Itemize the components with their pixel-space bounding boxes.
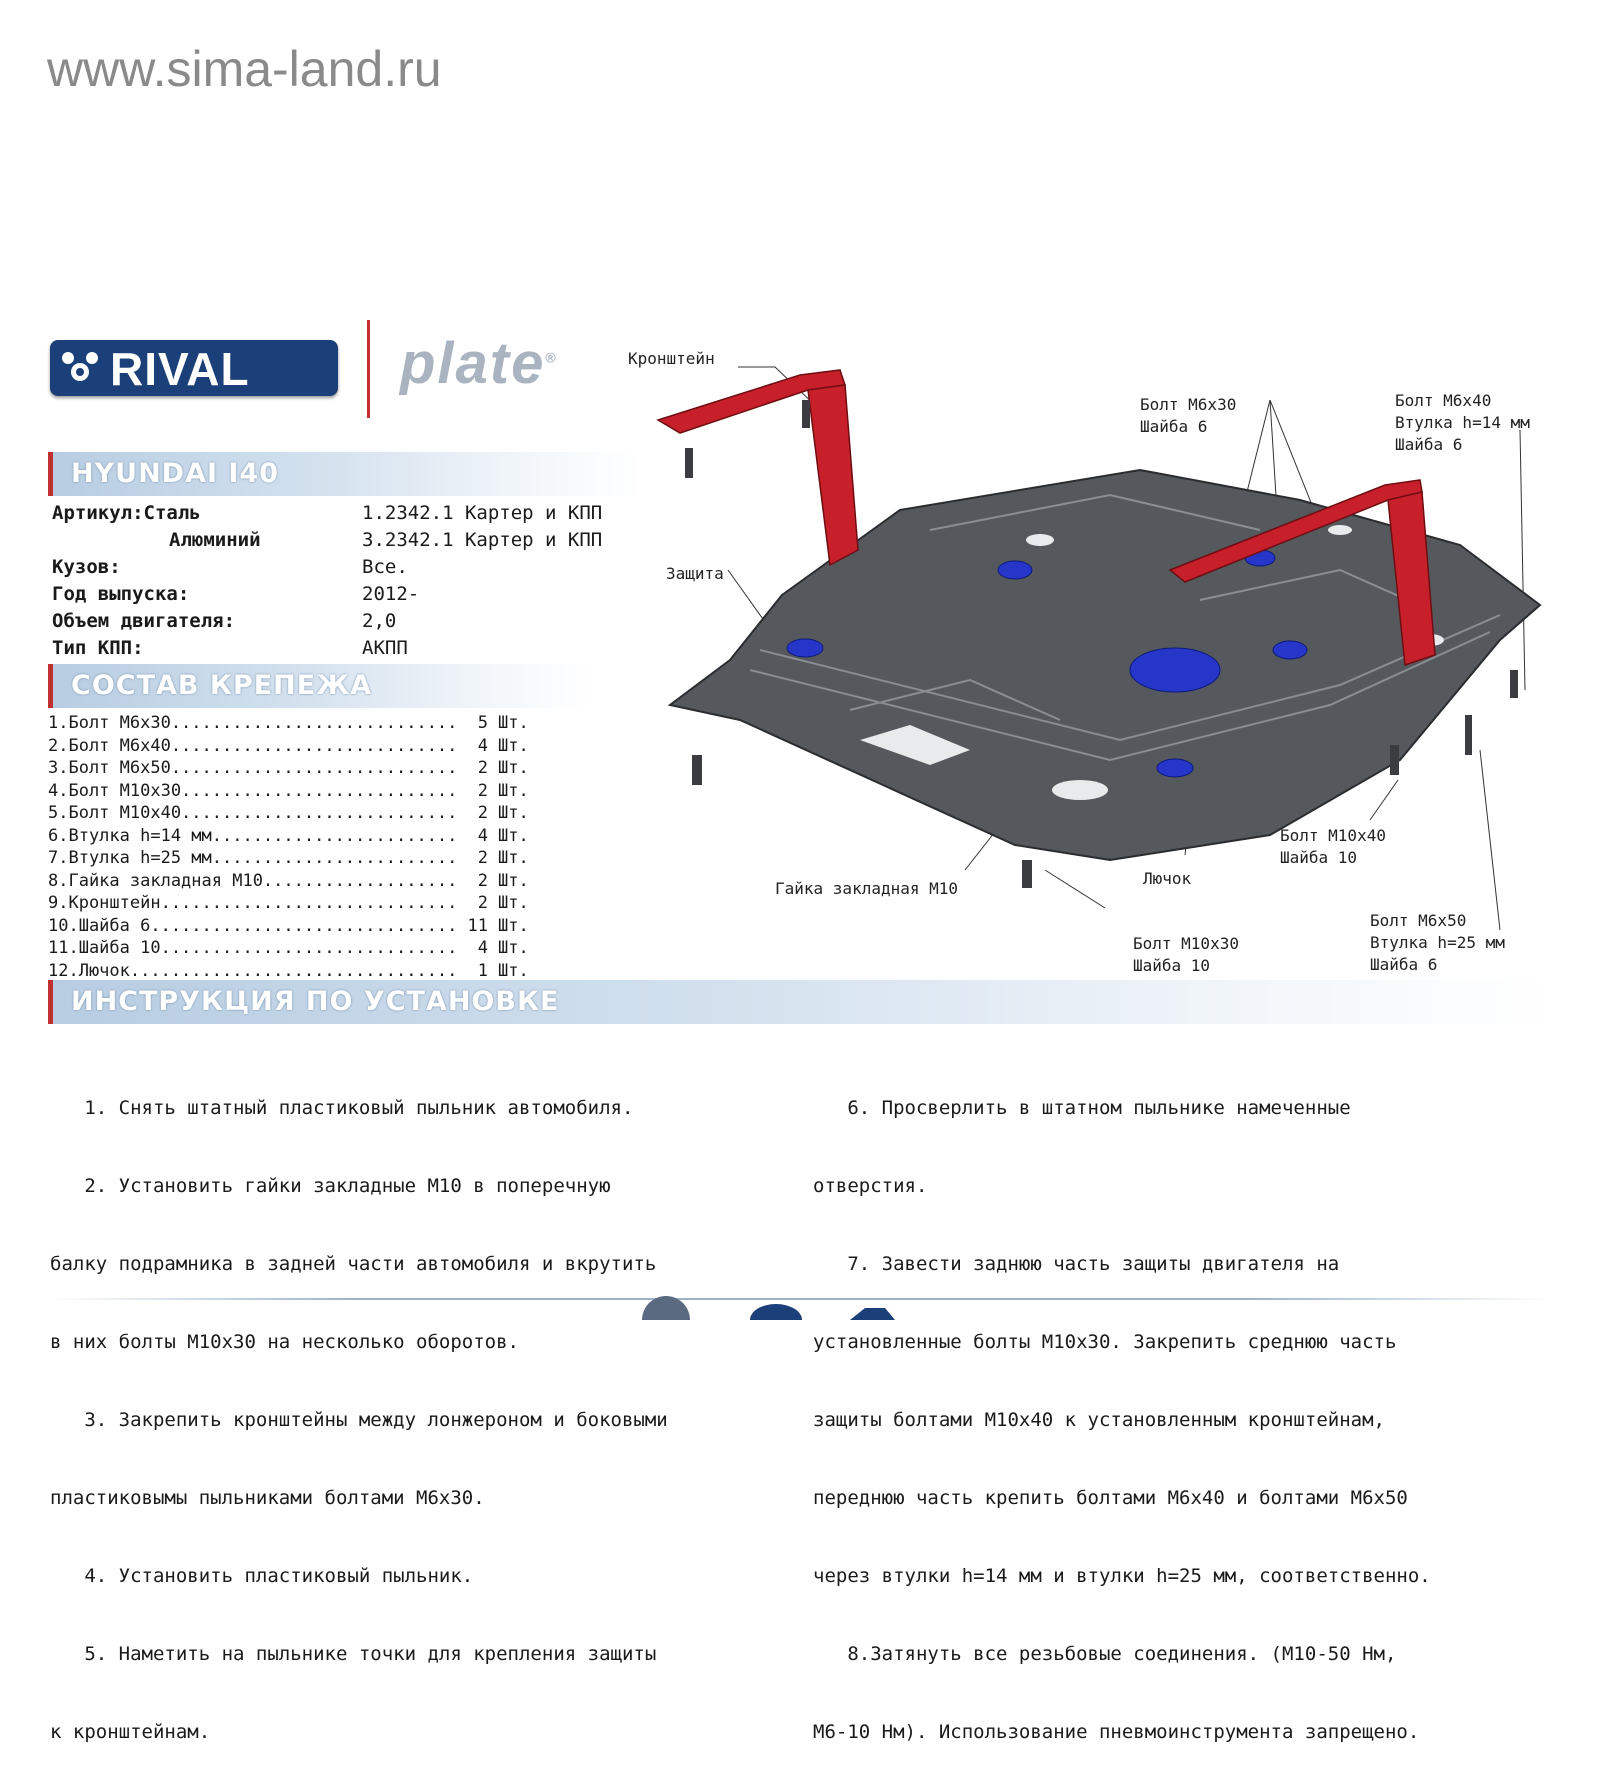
instruction-line: 6. Просверлить в штатном пыльнике намеченные [813, 1097, 1351, 1119]
part-label: 5.Болт М10х40........................... [48, 803, 458, 823]
label-bolt-m6x40: Болт М6х40 Втулка h=14 мм Шайба 6 [1395, 391, 1530, 454]
list-item [48, 960, 528, 983]
list-item [48, 870, 528, 893]
part-unit: Шт. [498, 713, 529, 733]
part-qty: 11 [467, 915, 488, 936]
instruction-line: через втулки h=14 мм и втулки h=25 мм, соответственно. [813, 1565, 1431, 1587]
plate-logo-text: plate [400, 331, 546, 396]
list-item [48, 802, 528, 825]
part-unit: Шт. [498, 960, 529, 981]
hatch-cover [1130, 648, 1220, 692]
part-qty: 4 [477, 735, 488, 756]
part-qty: 2 [477, 893, 488, 913]
instruction-line: 2. Установить гайки закладные М10 в поперечную [50, 1175, 611, 1197]
part-qty: 1 [477, 960, 488, 981]
label-bolt-m6x50: Болт М6х50 Втулка h=25 мм Шайба 6 [1370, 911, 1505, 974]
list-item [48, 780, 528, 803]
list-item [48, 892, 528, 915]
part-qty: 2 [477, 780, 488, 801]
instruction-line: 3. Закрепить кронштейны между лонжероном и боковыми [50, 1409, 668, 1431]
fasteners-list [48, 712, 528, 982]
spec-label: Артикул:Сталь [52, 502, 201, 524]
instructions-title: ИНСТРУКЦИЯ ПО УСТАНОВКЕ [71, 986, 560, 1017]
part-label: 4.Болт М10х30........................... [48, 780, 458, 801]
part-label: 7.Втулка h=25 мм........................ [48, 848, 458, 868]
label-nut-m10: Гайка закладная М10 [775, 879, 959, 898]
part-unit: Шт. [498, 780, 529, 801]
part-unit: Шт. [498, 915, 529, 936]
instructions-band [48, 980, 1553, 1024]
instruction-line: защиты болтами М10х40 к установленным кронштейнам, [813, 1409, 1385, 1431]
instruction-line: 4. Установить пластиковый пыльник. [50, 1565, 474, 1587]
part-unit: Шт. [498, 938, 529, 958]
label-bracket [628, 349, 715, 368]
instruction-line: 5. Наметить на пыльнике точки для крепления защиты [50, 1643, 657, 1665]
part-label: 12.Лючок................................ [48, 960, 458, 981]
part-unit: Шт. [498, 825, 529, 846]
bottom-divider [50, 1298, 1550, 1300]
part-unit: Шт. [498, 803, 529, 823]
spec-value: 2,0 [362, 610, 397, 632]
footer-logo-mark [750, 1304, 802, 1320]
list-item [48, 825, 528, 848]
list-item [48, 915, 528, 938]
watermark-url: www.sima-land.ru [47, 41, 442, 97]
spec-value: АКПП [362, 637, 408, 659]
label-bolt-m10x40: Болт М10х40 Шайба 10 [1280, 826, 1386, 867]
spec-label: Алюминий [169, 529, 261, 551]
spec-label: Год выпуска: [52, 583, 190, 605]
model-band [48, 452, 643, 496]
list-item [48, 712, 528, 735]
instruction-line: пластиковымы пыльниками болтами М6х30. [50, 1487, 485, 1509]
part-label: 10.Шайба 6.............................. [48, 915, 458, 936]
instruction-line: 1. Снять штатный пластиковый пыльник автомобиля. [50, 1097, 634, 1119]
part-unit: Шт. [498, 848, 529, 868]
part-label: 9.Кронштейн............................. [48, 893, 458, 913]
part-label: 11.Шайба 10............................. [48, 938, 458, 958]
list-item [48, 735, 528, 758]
footer-logo-mark [850, 1308, 895, 1320]
logo-divider [367, 320, 370, 418]
part-label: 3.Болт М6х50............................ [48, 758, 458, 778]
registered-mark: ® [545, 349, 558, 366]
fasteners-band [48, 664, 593, 708]
instruction-line: к кронштейнам. [50, 1721, 211, 1743]
part-qty: 4 [477, 938, 488, 958]
spec-value: Все. [362, 556, 408, 578]
specs-block [52, 500, 612, 665]
part-label: 2.Болт М6х40............................ [48, 735, 458, 756]
part-qty: 4 [477, 825, 488, 846]
part-unit: Шт. [498, 870, 529, 891]
instruction-line: 7. Завести заднюю часть защиты двигателя на [813, 1253, 1340, 1275]
rival-logo-text: RIVAL [110, 343, 250, 395]
instruction-line: балку подрамника в задней части автомобиля и вкрутить [50, 1253, 657, 1275]
instructions-left [50, 1043, 810, 1771]
spec-label: Тип КПП: [52, 637, 144, 659]
list-item [48, 847, 528, 870]
instruction-line: в них болты М10х30 на несколько оборотов. [50, 1331, 519, 1353]
label-bolt-m10x30: Болт М10х30 Шайба 10 [1133, 934, 1239, 975]
rival-logo [50, 340, 338, 396]
spec-value: 3.2342.1 Картер и КПП [362, 529, 603, 551]
footer-logos [640, 1306, 910, 1320]
list-item [48, 757, 528, 780]
plate-logo [400, 330, 558, 397]
part-label: 6.Втулка h=14 мм........................ [48, 825, 458, 846]
part-qty: 2 [477, 848, 488, 868]
spec-value: 2012- [362, 583, 420, 605]
fasteners-title: СОСТАВ КРЕПЕЖА [71, 670, 373, 701]
label-bracket-line: Кронштейн [628, 349, 715, 368]
instruction-line: отверстия. [813, 1175, 928, 1197]
label-shield: Защита [666, 564, 724, 583]
label-bolt-m6x30: Болт М6х30 Шайба 6 [1140, 395, 1237, 436]
part-label: 8.Гайка закладная М10................... [48, 870, 458, 891]
instruction-line: М6-10 Нм). Использование пневмоинструмента запрещено. [813, 1721, 1420, 1743]
part-qty: 2 [477, 870, 488, 891]
part-label: 1.Болт М6х30............................ [48, 713, 458, 733]
label-hatch: Лючок [1143, 869, 1192, 888]
spec-value: 1.2342.1 Картер и КПП [362, 502, 603, 524]
part-qty: 2 [477, 758, 488, 778]
spec-label: Объем двигателя: [52, 610, 236, 632]
part-unit: Шт. [498, 735, 529, 756]
model-title: HYUNDAI I40 [71, 458, 280, 489]
part-qty: 5 [477, 713, 488, 733]
instruction-line: установленные болты М10х30. Закрепить среднюю часть [813, 1331, 1397, 1353]
instructions-right [813, 1043, 1593, 1771]
spec-label: Кузов: [52, 556, 121, 578]
part-unit: Шт. [498, 758, 529, 778]
part-qty: 2 [477, 803, 488, 823]
instruction-line: переднюю часть крепить болтами М6х40 и болтами М6х50 [813, 1487, 1408, 1509]
list-item [48, 937, 528, 960]
part-unit: Шт. [498, 893, 529, 913]
rival-emblem-icon [60, 350, 100, 386]
instruction-line: 8.Затянуть все резьбовые соединения. (М10-50 Нм, [813, 1643, 1397, 1665]
